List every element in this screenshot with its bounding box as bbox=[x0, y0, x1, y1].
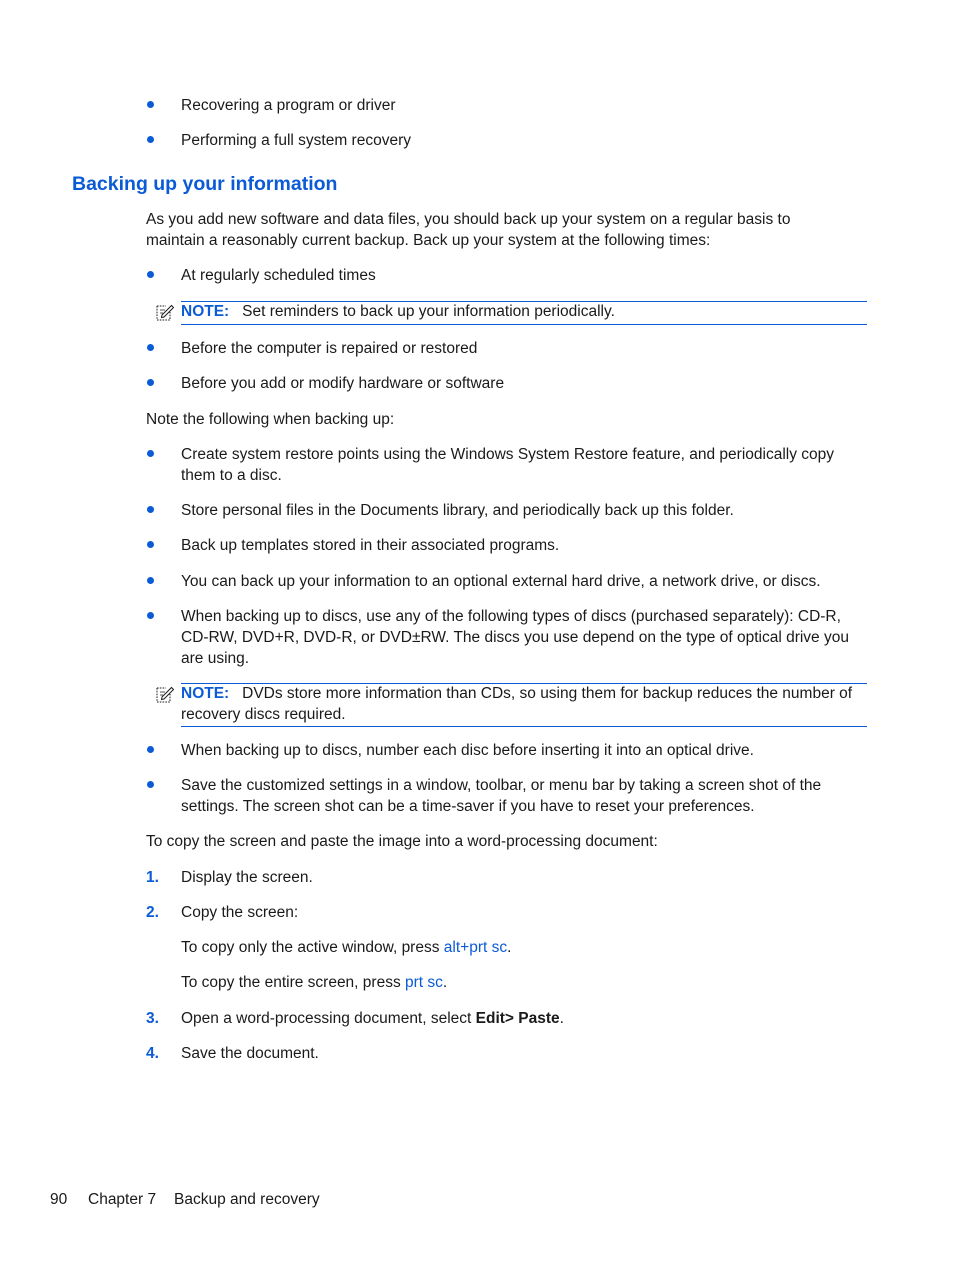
note-text: Set reminders to back up your information periodically. bbox=[242, 303, 615, 320]
list-item-line: Create system restore points using the Windows System Restore feature, and periodically copy bbox=[181, 446, 835, 463]
list-item-line: settings. The screen shot can be a time-saver if you have to reset your preferences. bbox=[181, 798, 755, 815]
note-pencil-icon bbox=[155, 685, 175, 703]
list-item-line: Store personal files in the Documents library, and periodically back up this folder. bbox=[181, 502, 734, 519]
list-item: Before you add or modify hardware or software bbox=[181, 375, 505, 392]
list-item: Before the computer is repaired or restored bbox=[181, 340, 478, 357]
list-item-line: When backing up to discs, number each disc before inserting it into an optical drive. bbox=[181, 742, 754, 759]
section-heading: Backing up your information bbox=[72, 173, 338, 195]
paragraph: Note the following when backing up: bbox=[146, 411, 395, 428]
list-item-line: Back up templates stored in their associated programs. bbox=[181, 537, 560, 554]
menu-path: Edit> Paste bbox=[475, 1010, 560, 1027]
bullet-icon bbox=[147, 450, 154, 457]
chapter-label: Chapter 7 bbox=[88, 1191, 157, 1208]
intro-line: As you add new software and data files, you should back up your system on a regular basis to bbox=[146, 211, 791, 228]
step-detail bbox=[181, 972, 447, 993]
step-number: 4. bbox=[146, 1045, 159, 1062]
intro-line: maintain a reasonably current backup. Back up your system at the following times: bbox=[146, 232, 711, 249]
bullet-icon bbox=[147, 612, 154, 619]
list-item: At regularly scheduled times bbox=[181, 267, 376, 284]
note-label: NOTE: bbox=[181, 303, 230, 320]
step-text bbox=[181, 1008, 564, 1029]
key-combo: prt sc bbox=[405, 974, 443, 991]
bullet-icon bbox=[147, 136, 154, 143]
bullet-icon bbox=[147, 541, 154, 548]
chapter-title: Backup and recovery bbox=[174, 1191, 320, 1208]
bullet-icon bbox=[147, 506, 154, 513]
detail-punct: . bbox=[442, 974, 448, 991]
note-text: DVDs store more information than CDs, so using them for backup reduces the number of bbox=[242, 685, 853, 702]
step-number: 3. bbox=[146, 1010, 159, 1027]
step-text-part: Open a word-processing document, select bbox=[181, 1010, 476, 1027]
note-1 bbox=[181, 301, 615, 322]
list-item: Recovering a program or driver bbox=[181, 97, 396, 114]
step-number: 1. bbox=[146, 869, 159, 886]
note-pencil-icon bbox=[155, 303, 175, 321]
list-item-line: Save the customized settings in a window, toolbar, or menu bar by taking a screen shot of the bbox=[181, 777, 822, 794]
bullet-icon bbox=[147, 271, 154, 278]
paragraph: To copy the screen and paste the image into a word-processing document: bbox=[146, 833, 658, 850]
detail-punct: . bbox=[507, 939, 512, 956]
note-2 bbox=[181, 683, 852, 704]
list-item-line: them to a disc. bbox=[181, 467, 282, 484]
bullet-icon bbox=[147, 781, 154, 788]
list-item-line: CD-RW, DVD+R, DVD-R, or DVD±RW. The discs you use depend on the type of optical drive you bbox=[181, 629, 849, 646]
step-text: Display the screen. bbox=[181, 869, 313, 886]
list-item-line: When backing up to discs, use any of the following types of discs (purchased separately): CD-R, bbox=[181, 608, 841, 625]
bullet-icon bbox=[147, 101, 154, 108]
detail-text: To copy only the active window, press bbox=[181, 939, 444, 956]
step-text: Save the document. bbox=[181, 1045, 319, 1062]
key-combo: alt+prt sc bbox=[443, 939, 508, 956]
page-number: 90 bbox=[50, 1191, 68, 1208]
note-text-line: recovery discs required. bbox=[181, 706, 346, 723]
step-number: 2. bbox=[146, 904, 159, 921]
note-bottom-rule bbox=[181, 726, 867, 727]
step-text: Copy the screen: bbox=[181, 904, 299, 921]
list-item-line: You can back up your information to an optional external hard drive, a network drive, or discs. bbox=[181, 573, 821, 590]
note-label: NOTE: bbox=[181, 685, 230, 702]
note-bottom-rule bbox=[181, 324, 867, 325]
bullet-icon bbox=[147, 746, 154, 753]
bullet-icon bbox=[147, 344, 154, 351]
bullet-icon bbox=[147, 379, 154, 386]
step-detail bbox=[181, 937, 511, 958]
list-item: Performing a full system recovery bbox=[181, 132, 411, 149]
list-item-line: are using. bbox=[181, 650, 250, 667]
bullet-icon bbox=[147, 577, 154, 584]
detail-text: To copy the entire screen, press bbox=[181, 974, 406, 991]
step-text-part: . bbox=[559, 1010, 564, 1027]
